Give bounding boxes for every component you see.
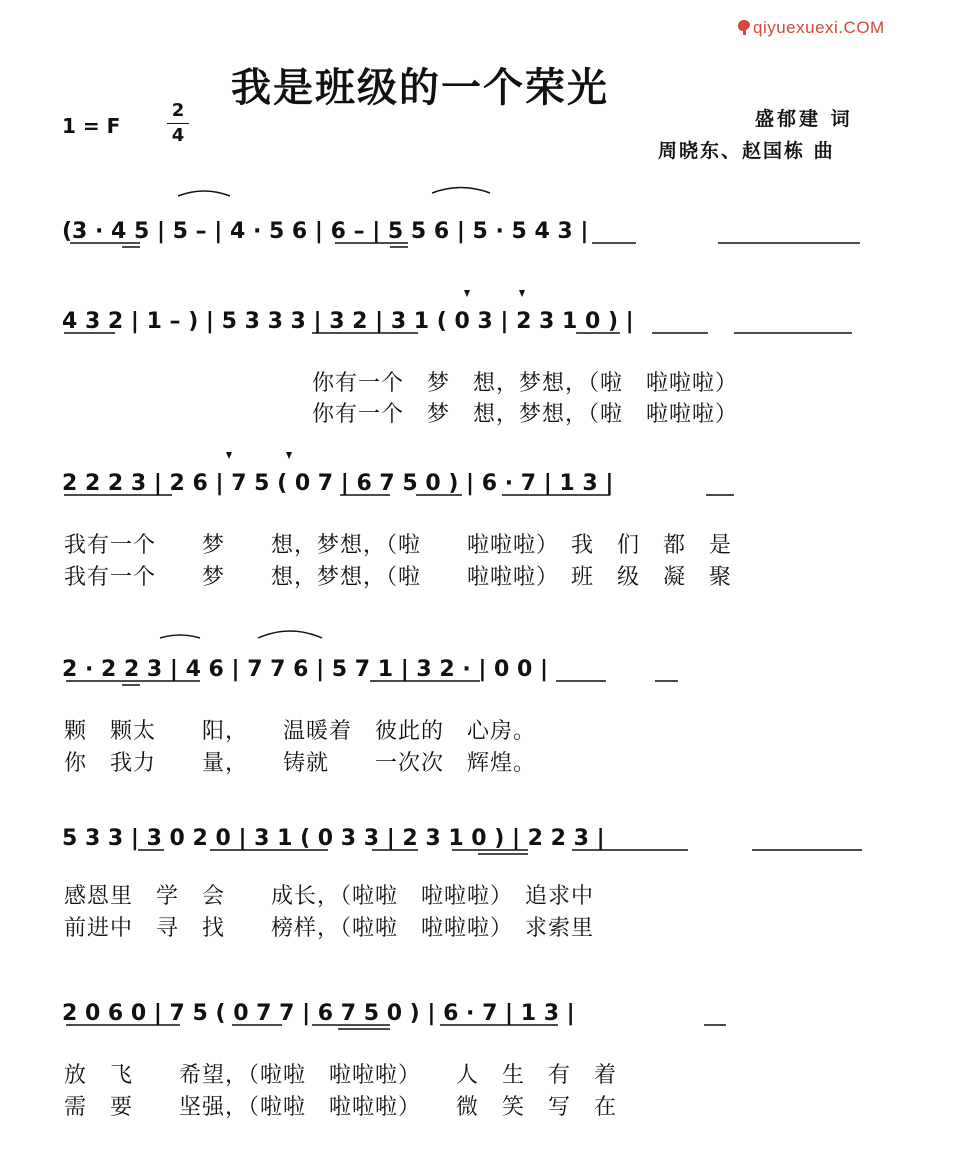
- watermark-text: qiyuexuexi.COM: [753, 18, 885, 37]
- score-row-3: [62, 452, 734, 496]
- svg-text:5 3 3 | 3 0 2 0 | 3 1 ( 0 3: 5 3 3 | 3 0 2 0 | 3 1 ( 0 3 3 | 2 3 1 0 ) | 2 2 3 |: [62, 826, 605, 851]
- score-row-6: [62, 1001, 726, 1029]
- svg-text:4 3 2 | 1 – ) | 5 3 3 3 | 3 2: 4 3 2 | 1 – ) | 5 3 3 3 | 3 2 | 3 1 ( 0 3 | 2 3 1 0 ) |: [62, 309, 634, 334]
- lyrics-row5-verse2: 前进中 寻 找 榜样，（啦啦 啦啦啦） 求索里: [64, 916, 595, 941]
- lyrics-row2-verse1: 你有一个 梦 想，梦想，（啦 啦啦啦）: [312, 371, 739, 396]
- lyrics-row2-verse2: 你有一个 梦 想，梦想，（啦 啦啦啦）: [312, 402, 739, 427]
- lyrics-row6-verse1: 放 飞 希望，（啦啦 啦啦啦） 人 生 有 着: [64, 1063, 618, 1088]
- svg-text:2 2 2 3 | 2 6 | 7 5 ( 0 7 | 6: 2 2 2 3 | 2 6 | 7 5 ( 0 7 | 6 7 5 0 ) | 6 · 7 | 1 3 |: [62, 471, 614, 496]
- score-row-4: [62, 631, 678, 685]
- score-row-1: [62, 188, 860, 248]
- score-row-2: [62, 290, 852, 334]
- lyrics-row5-verse1: 感恩里 学 会 成长，（啦啦 啦啦啦） 追求中: [64, 884, 595, 909]
- composer-credit: 周晓东、赵国栋 曲: [658, 140, 835, 162]
- svg-text:(3 · 4 5 | 5 – | 4 · 5 6 | 6 –: (3 · 4 5 | 5 – | 4 · 5 6 | 6 – | 5 5 6 | 5 · 5 4 3 |: [62, 219, 589, 244]
- lyrics-row4-verse1: 颗 颗太 阳， 温暖着 彼此的 心房。: [64, 719, 537, 744]
- time-signature-top: 2: [171, 100, 185, 121]
- lyrics-row4-verse2: 你 我力 量， 铸就 一次次 辉煌。: [64, 751, 537, 776]
- lyrics-row6-verse2: 需 要 坚强，（啦啦 啦啦啦） 微 笑 写 在: [64, 1095, 618, 1120]
- lyrics-row3-verse1: 我有一个 梦 想，梦想，（啦 啦啦啦） 我 们 都 是: [64, 533, 733, 558]
- time-signature-bottom: 4: [171, 125, 185, 146]
- lyrics-row3-verse2: 我有一个 梦 想，梦想，（啦 啦啦啦） 班 级 凝 聚: [64, 565, 733, 590]
- score-row-5: [62, 826, 862, 854]
- lyricist-credit: 盛郁建 词: [755, 108, 853, 130]
- svg-text:2 0 6 0 | 7 5 ( 0 7 7 | 6 7: 2 0 6 0 | 7 5 ( 0 7 7 | 6 7 5 0 ) | 6 · 7 | 1 3 |: [62, 1001, 575, 1026]
- key-signature: 1 = F: [62, 114, 121, 138]
- svg-text:2 · 2 2 3 | 4 6 | 7 7 6 | 5 7: 2 · 2 2 3 | 4 6 | 7 7 6 | 5 7 1 | 3 2 · | 0 0 |: [62, 657, 549, 682]
- song-title: 我是班级的一个荣光: [231, 65, 609, 111]
